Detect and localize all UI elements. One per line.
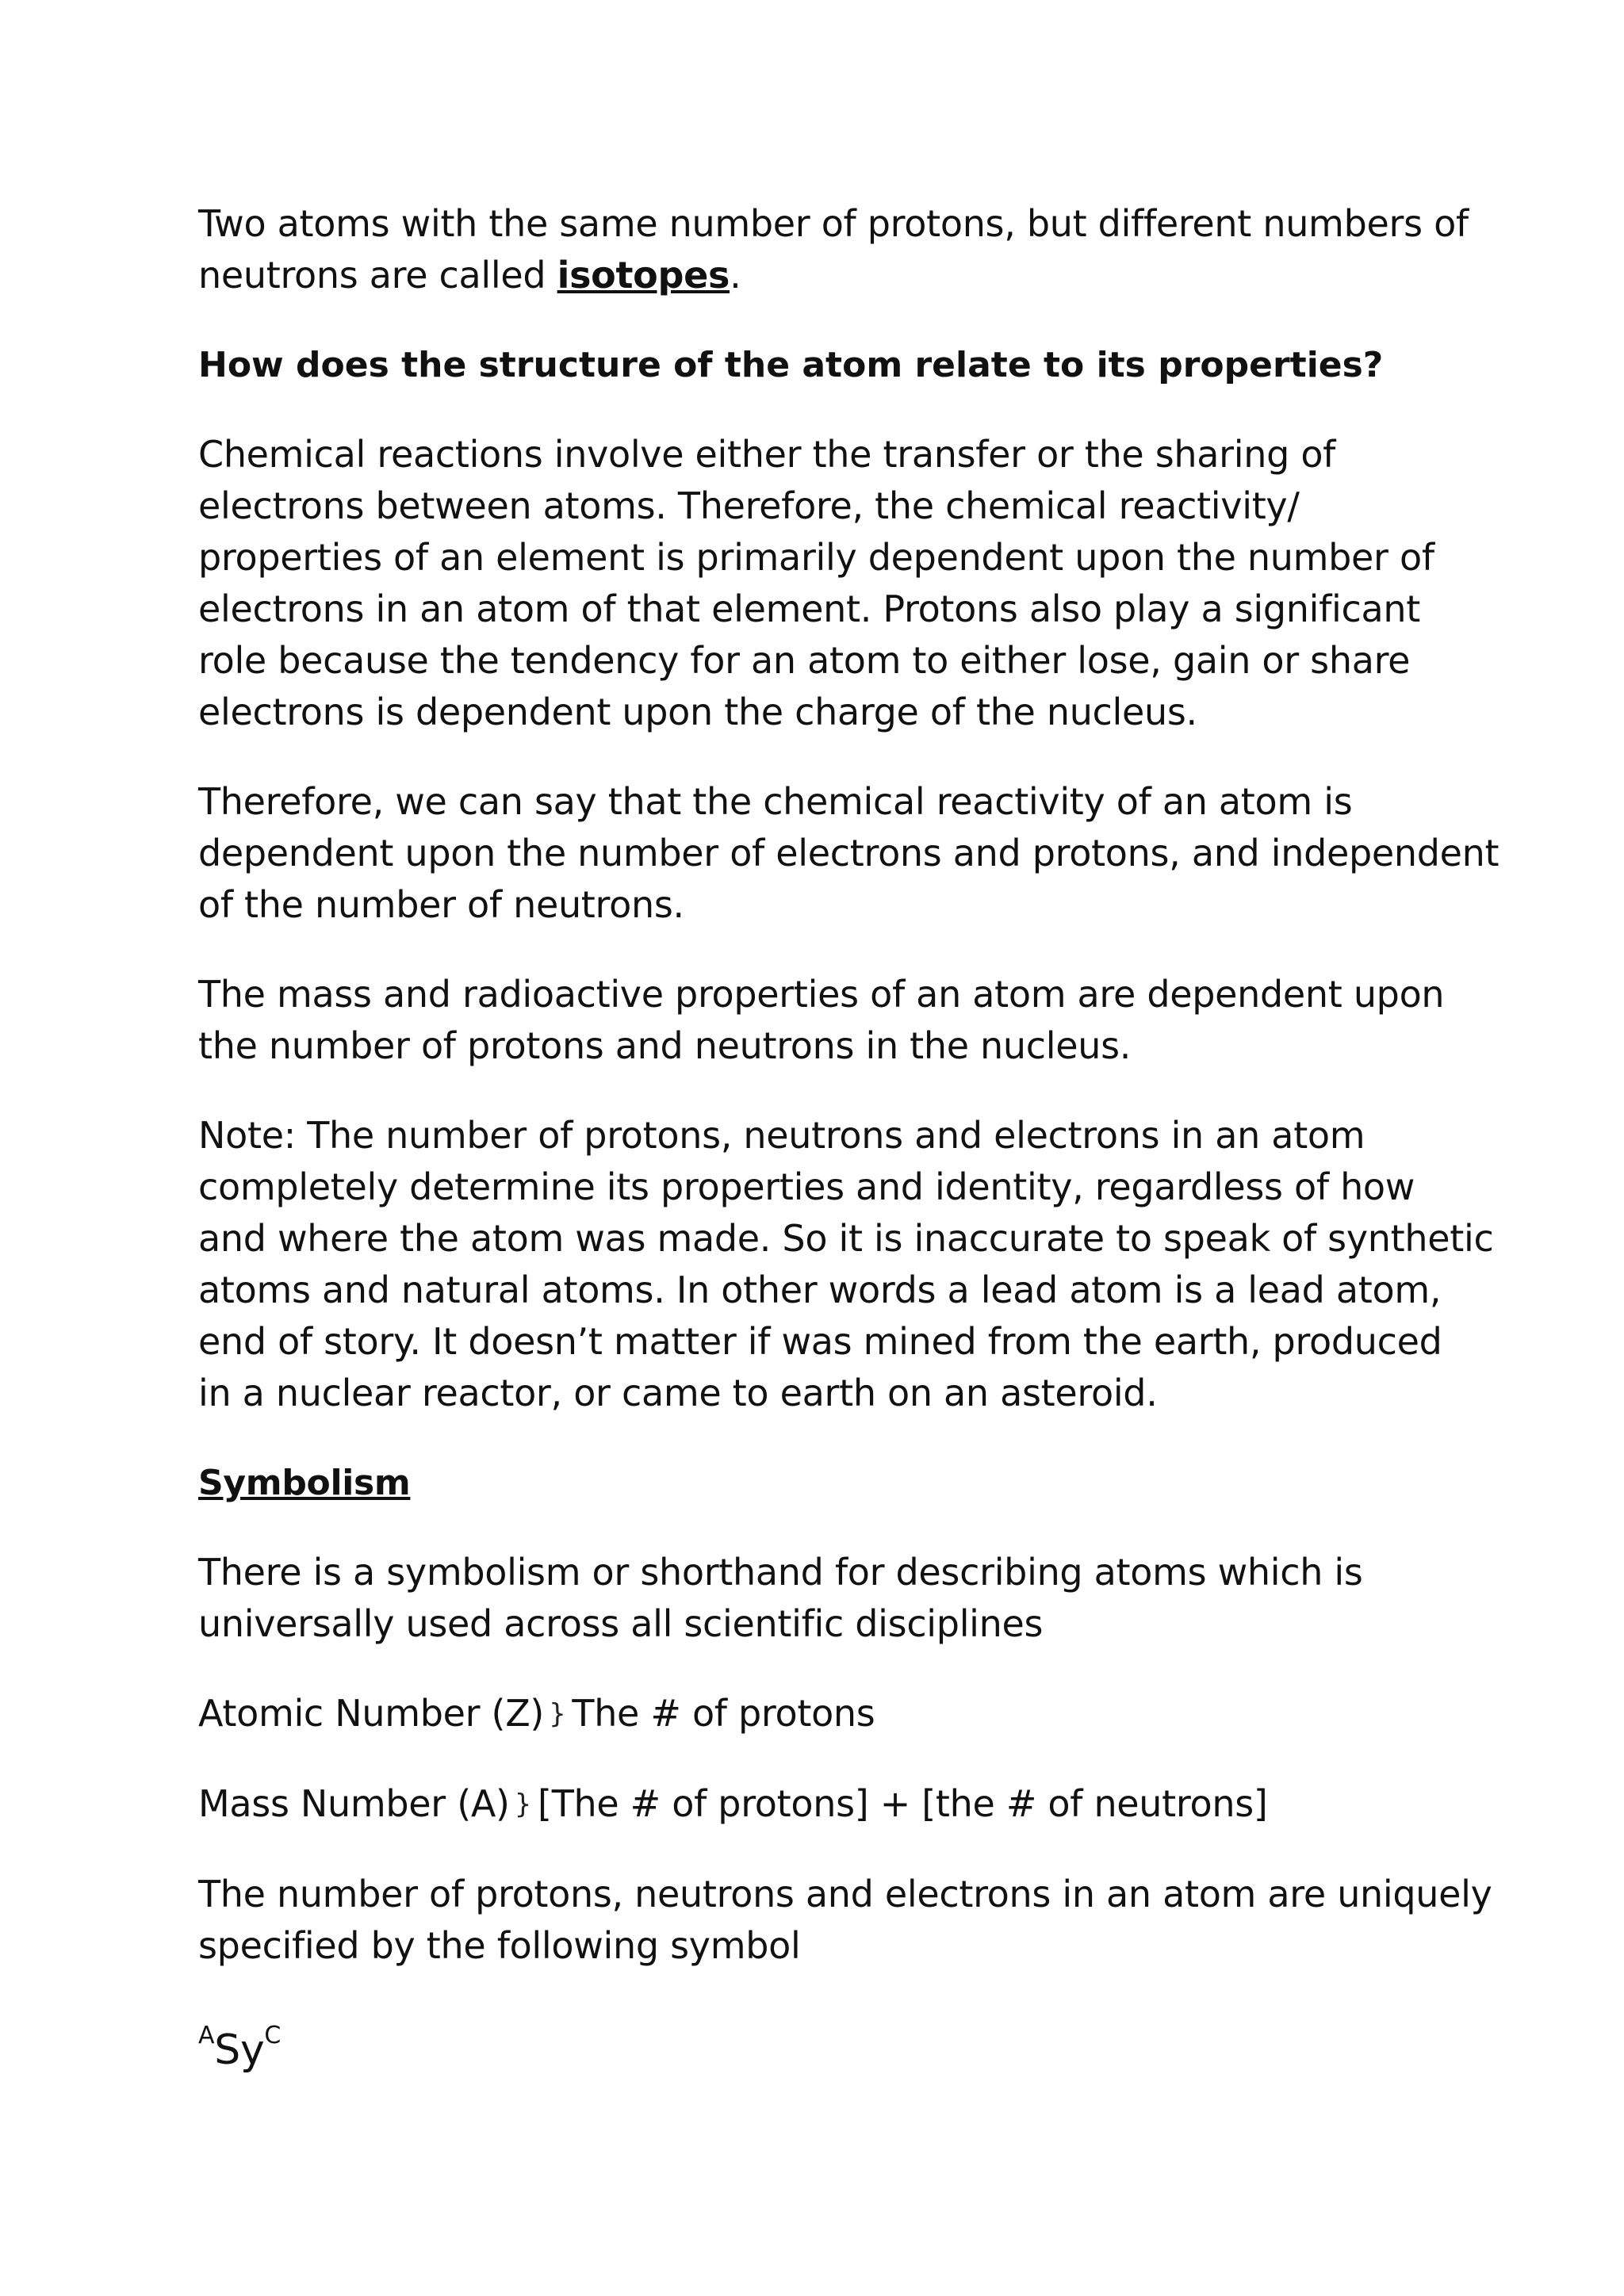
text-line: The number of protons, neutrons and electrons in an atom are uniquely <box>198 1873 1492 1915</box>
symbolism-paragraph <box>198 1547 1451 1650</box>
atom-symbol <box>198 2010 1451 2076</box>
text-line: Therefore, we can say that the chemical reactivity of an atom is <box>198 780 1353 823</box>
text-fragment: neutrons are called <box>198 254 557 297</box>
symbol-mass-superscript: A <box>198 2022 215 2049</box>
atomic-number-label: Atomic Number (Z) <box>198 1692 545 1735</box>
symbol-base: Sy <box>214 2026 265 2074</box>
text-line: electrons is dependent upon the charge of the nucleus. <box>198 691 1197 733</box>
text-line: role because the tendency for an atom to either lose, gain or share <box>198 639 1411 682</box>
text-line: and where the atom was made. So it is inaccurate to speak of synthetic <box>198 1217 1494 1260</box>
text-line: Two atoms with the same number of protons, but different numbers of <box>198 202 1469 245</box>
reactivity-paragraph <box>198 776 1500 931</box>
text-line: atoms and natural atoms. In other words a lead atom is a lead atom, <box>198 1269 1442 1311</box>
brace-icon: } <box>549 1698 566 1730</box>
mass-number-label: Mass Number (A) <box>198 1782 510 1825</box>
text-line: dependent upon the number of electrons and protons, and independent <box>198 832 1500 874</box>
text-line: electrons between atoms. Therefore, the chemical reactivity/ <box>198 484 1300 527</box>
mass-properties-paragraph <box>198 969 1451 1072</box>
mass-number-definition <box>198 1778 1451 1831</box>
text-line: in a nuclear reactor, or came to earth on an asteroid. <box>198 1372 1158 1414</box>
text-line: properties of an element is primarily dependent upon the number of <box>198 536 1434 579</box>
mass-number-meaning: [The # of protons] + [the # of neutrons] <box>538 1782 1268 1825</box>
text-line: Note: The number of protons, neutrons and electrons in an atom <box>198 1114 1365 1157</box>
text-line: specified by the following symbol <box>198 1924 801 1967</box>
text-line: the number of protons and neutrons in the nucleus. <box>198 1024 1132 1067</box>
isotopes-paragraph <box>198 198 1469 301</box>
text-line: completely determine its properties and identity, regardless of how <box>198 1165 1415 1208</box>
note-paragraph <box>198 1110 1494 1419</box>
atomic-number-definition <box>198 1688 1451 1740</box>
text-line: electrons in an atom of that element. Protons also play a significant <box>198 587 1420 630</box>
text-line: universally used across all scientific disciplines <box>198 1602 1044 1645</box>
symbolism-heading: Symbolism <box>198 1463 411 1503</box>
text-line: The mass and radioactive properties of an atom are dependent upon <box>198 973 1445 1016</box>
text-line: There is a symbolism or shorthand for describing atoms which is <box>198 1551 1363 1594</box>
isotopes-term: isotopes <box>557 254 730 297</box>
brace-icon: } <box>514 1789 532 1820</box>
symbol-charge-superscript: C <box>264 2022 282 2049</box>
structure-question-heading: How does the structure of the atom relate to its properties? <box>198 345 1384 385</box>
symbol-intro-paragraph <box>198 1869 1492 1972</box>
document-page <box>198 198 1500 2114</box>
text-line <box>198 250 1451 301</box>
text-line: end of story. It doesn’t matter if was mined from the earth, produced <box>198 1320 1442 1363</box>
reactions-paragraph <box>198 429 1451 738</box>
text-line: of the number of neutrons. <box>198 883 684 926</box>
atomic-number-meaning: The # of protons <box>572 1692 875 1735</box>
text-fragment: . <box>730 254 741 297</box>
text-line: Chemical reactions involve either the transfer or the sharing of <box>198 433 1336 476</box>
